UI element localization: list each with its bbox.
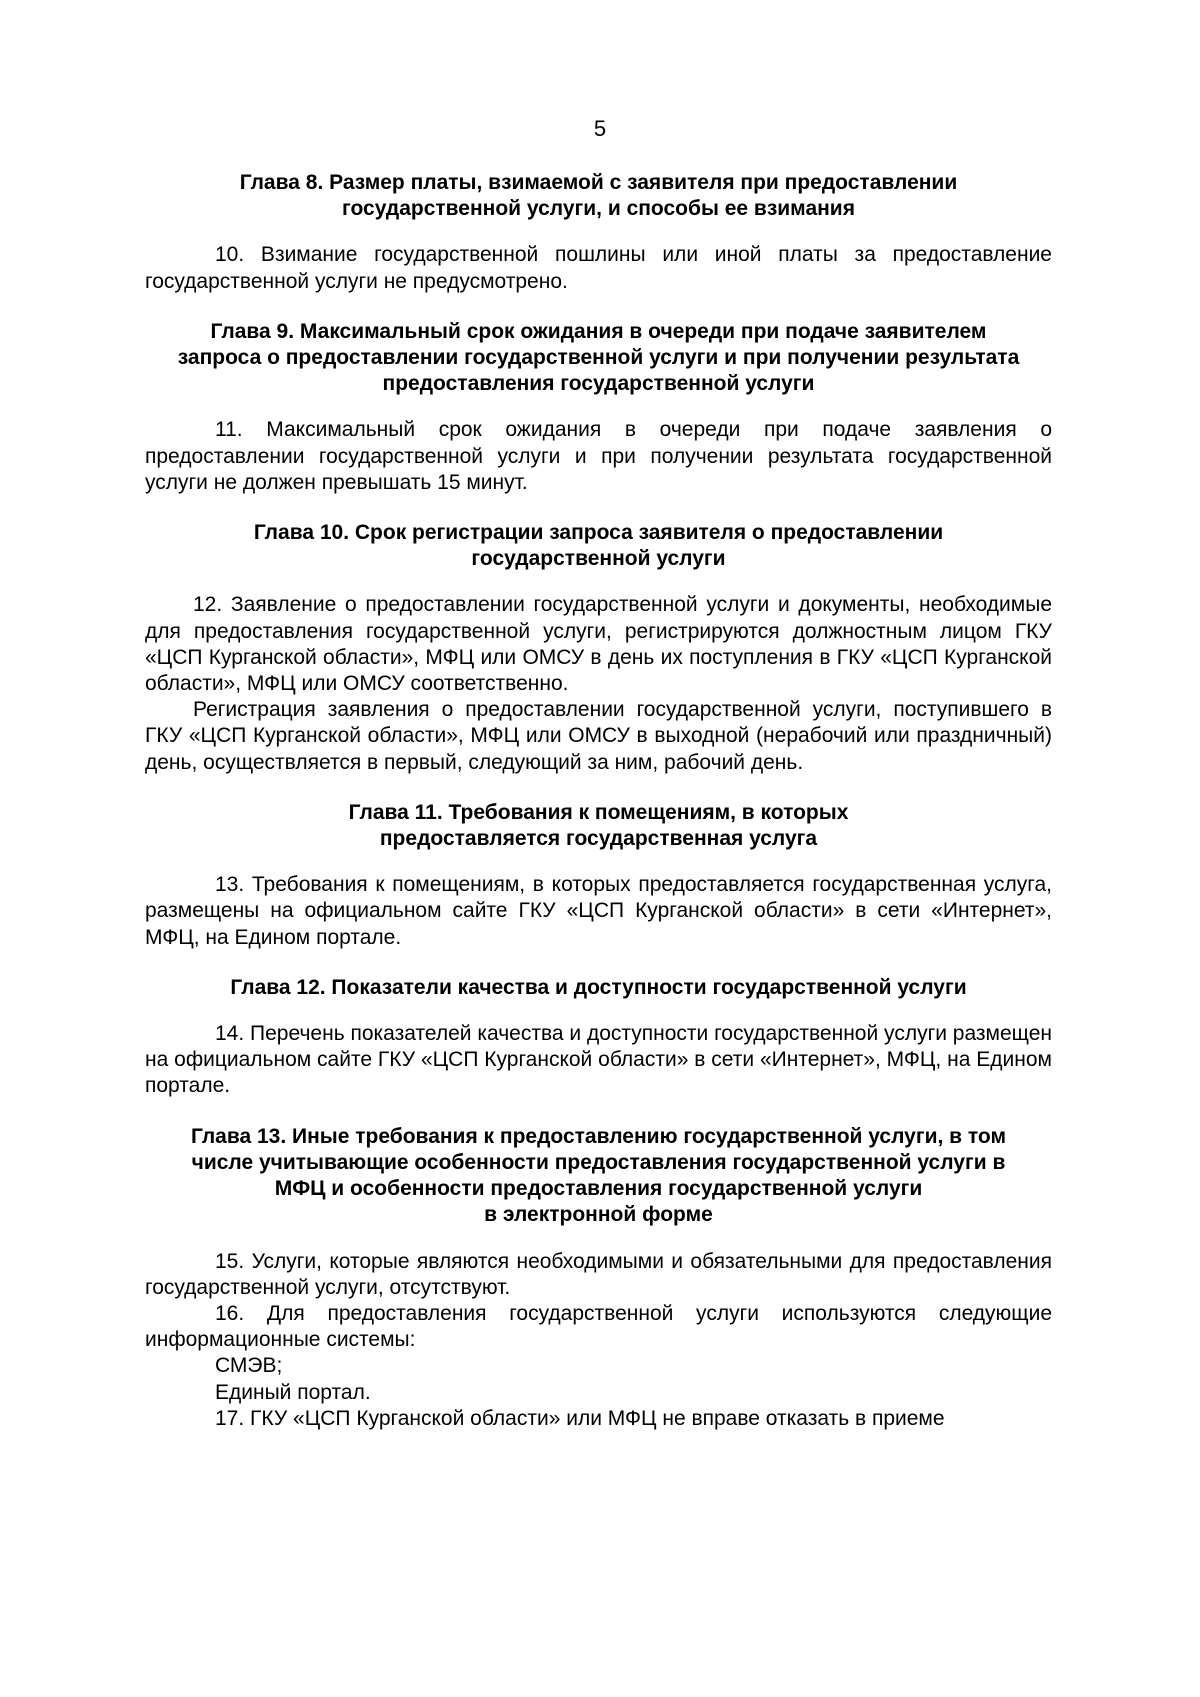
list-item: СМЭВ; [215,1354,283,1378]
page-number: 5 [593,116,607,141]
chapter-13-heading [145,1124,1052,1229]
list-item: Единый портал. [215,1380,371,1404]
chapter-10-heading [145,520,1052,572]
heading-line: государственной услуги [471,547,726,571]
heading-line: в электронной форме [484,1203,713,1227]
paragraph-16: 16. Для предоставления государственной услуги используются следующие информационные системы: [145,1301,1052,1352]
heading-line: Глава 13. Иные требования к предоставлению государственной услуги, в том [190,1124,1007,1148]
heading-line: запроса о предоставлении государственной услуги и при получении результата [177,346,1020,370]
paragraph-14: 14. Перечень показателей качества и доступности государственной услуги размещен на официальном сайте ГКУ «ЦСП Курганской области» в сети «Интернет», МФЦ, на Едином портале. [145,1022,1052,1098]
chapter-9-heading [145,319,1052,398]
heading-line: Глава 8. Размер платы, взимаемой с заявителя при предоставлении [239,171,958,194]
chapter-12-heading [145,975,1052,1001]
document-body [145,170,1052,1432]
heading-line: МФЦ и особенности предоставления государственной услуги [274,1177,923,1201]
heading-line: числе учитывающие особенности предоставления государственной услуги в [191,1150,1006,1174]
chapter-11-heading [145,800,1052,852]
heading-line: Глава 10. Срок регистрации запроса заявителя о предоставлении [253,521,944,545]
heading-line: предоставляется государственная услуга [379,827,818,851]
paragraph-12: 12. Заявление о предоставлении государственной услуги и документы, необходимые для предоставления государственной услуги, регистрируются должностным лицом ГКУ «ЦСП Курганской области», МФЦ или ОМСУ в день их поступления в ГКУ «ЦСП Курганской области», МФЦ или ОМСУ соответственно. [145,593,1052,696]
paragraph-12-registration: Регистрация заявления о предоставлении государственной услуги, поступившего в ГКУ «ЦСП Курганской области», МФЦ или ОМСУ в выходной (нерабочий или праздничный) день, осуществляется в первый, следующий за ним, рабочий день. [145,698,1052,774]
paragraph-15: 15. Услуги, которые являются необходимыми и обязательными для предоставления государственной услуги, отсутствуют. [145,1249,1052,1299]
paragraph-17: 17. ГКУ «ЦСП Курганской области» или МФЦ не вправе отказать в приеме [215,1406,945,1430]
paragraph-10: 10. Взимание государственной пошлины или иной платы за предоставление государственной услуги не предусмотрено. [145,243,1052,293]
heading-line: Глава 9. Максимальный срок ожидания в очереди при подаче заявителем [210,319,987,343]
heading-line: Глава 12. Показатели качества и доступности государственной услуги [230,975,967,999]
heading-line: предоставления государственной услуги [382,372,815,396]
heading-line: Глава 11. Требования к помещениям, в которых [348,800,849,824]
chapter-8-heading [145,170,1052,222]
heading-line: государственной услуги, и способы ее взимания [342,197,855,221]
paragraph-11: 11. Максимальный срок ожидания в очереди при подаче заявления о предоставлении государственной услуги и при получении результата государственной услуги не должен превышать 15 минут. [145,418,1052,494]
paragraph-13: 13. Требования к помещениям, в которых предоставляется государственная услуга, размещены на официальном сайте ГКУ «ЦСП Курганской области» в сети «Интернет», МФЦ, на Едином портале. [145,873,1052,949]
